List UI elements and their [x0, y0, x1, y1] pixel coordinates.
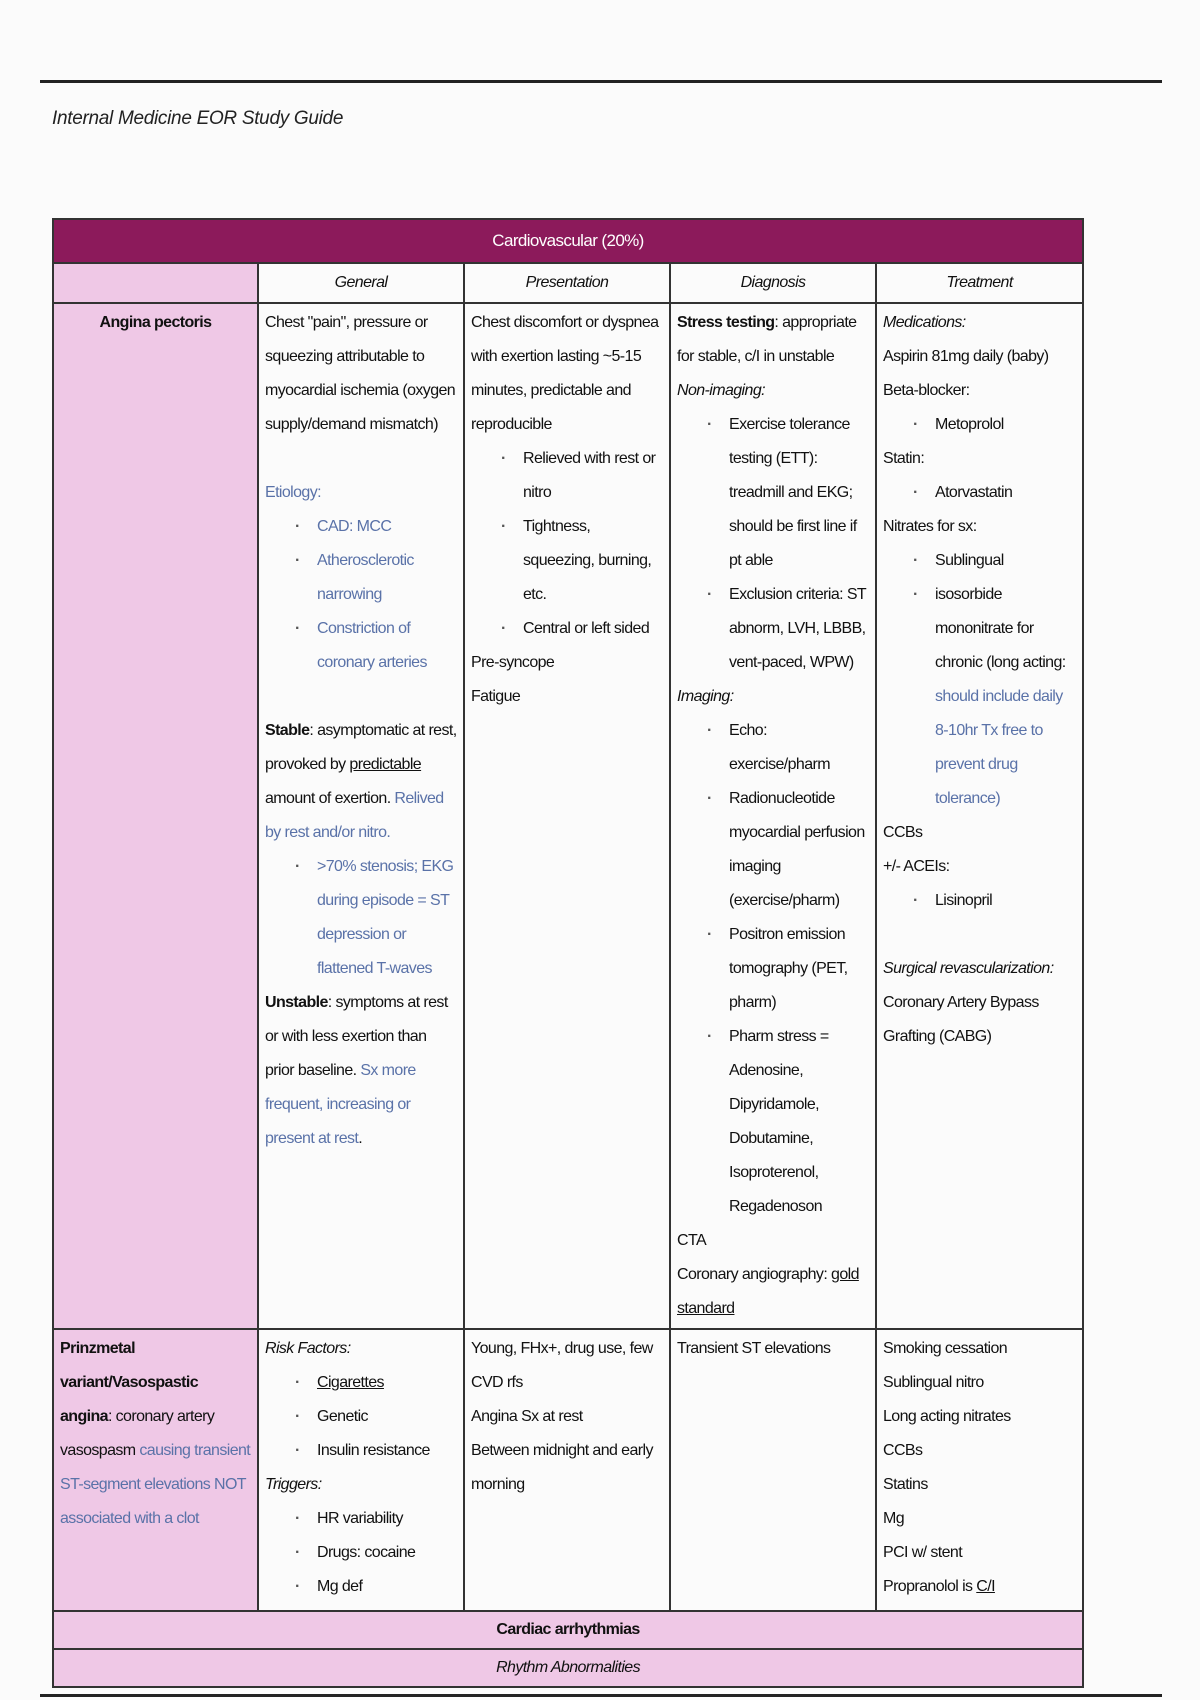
angina-general-cell	[258, 303, 464, 1329]
stable-text-2: amount of exertion.	[265, 790, 395, 807]
unstable-label: Unstable	[265, 994, 328, 1011]
section-title: Cardiovascular (20%)	[53, 219, 1083, 263]
treatment-line: Long acting nitrates	[883, 1408, 1011, 1425]
list-item: · Relieved with rest or nitro	[523, 442, 663, 510]
angina-general-intro: Chest "pain", pressure or squeezing attributable to myocardial ischemia (oxygen supply/demand mismatch)	[265, 314, 456, 433]
ccbs-line: CCBs	[883, 824, 923, 841]
beta-blocker-list	[883, 408, 1076, 442]
prinzmetal-note: causing transient ST-segment elevations NOT associated with a clot	[60, 1442, 251, 1527]
statin-list	[883, 476, 1076, 510]
risk-factors-list	[265, 1366, 457, 1468]
acei-list	[883, 884, 1076, 918]
prinzmetal-general-cell	[258, 1329, 464, 1611]
list-item: · >70% stenosis; EKG during episode = ST depression or flattened T-waves	[317, 850, 457, 986]
beta-blocker-label: Beta-blocker:	[883, 382, 970, 399]
statin-label: Statin:	[883, 450, 925, 467]
treatment-line: Smoking cessation	[883, 1340, 1008, 1357]
angina-treatment-cell	[876, 303, 1083, 1329]
angina-row	[53, 303, 1083, 1329]
list-item: · Genetic	[317, 1400, 457, 1434]
list-item: · Atherosclerotic narrowing	[317, 544, 457, 612]
nitrate-note: should include daily 8-10hr Tx free to prevent drug tolerance)	[935, 688, 1063, 807]
prinzmetal-row	[53, 1329, 1083, 1611]
stable-paragraph	[265, 714, 457, 850]
presentation-line: Fatigue	[471, 688, 521, 705]
triggers-label: Triggers:	[265, 1476, 322, 1493]
treatment-line: Mg	[883, 1510, 905, 1527]
list-item: · Tightness, squeezing, burning, etc.	[523, 510, 663, 612]
stress-testing	[677, 306, 869, 374]
stable-text: : asymptomatic at rest, provoked by	[265, 722, 457, 773]
risk-factors-label: Risk Factors:	[265, 1340, 351, 1357]
unstable-text: : symptoms at rest or with less exertion than prior baseline.	[265, 994, 448, 1079]
surgical-text: Coronary Artery Bypass Grafting (CABG)	[883, 994, 1039, 1045]
nitrates-label: Nitrates for sx:	[883, 518, 977, 535]
stable-relief: Relived by rest and/or nitro.	[265, 790, 444, 841]
treatment-line: PCI w/ stent	[883, 1544, 963, 1561]
column-header-row	[53, 263, 1083, 303]
subsubsection-title: Rhythm Abnormalities	[53, 1649, 1083, 1687]
triggers-list	[265, 1502, 457, 1604]
prinzmetal-text: : coronary artery vasospasm	[60, 1408, 215, 1459]
stress-label: Stress testing	[677, 314, 775, 331]
aspirin-line: Aspirin 81mg daily (baby)	[883, 348, 1049, 365]
list-item: · Drugs: cocaine	[317, 1536, 457, 1570]
surgical-label: Surgical revascularization:	[883, 960, 1054, 977]
angiography-text: Coronary angiography:	[677, 1266, 832, 1283]
prinzmetal-label	[53, 1329, 258, 1611]
column-header-general: General	[258, 263, 464, 303]
list-item: · Central or left sided	[523, 612, 663, 646]
treatment-line: Sublingual nitro	[883, 1374, 984, 1391]
subsection-row	[53, 1611, 1083, 1649]
unstable-end: .	[358, 1130, 363, 1147]
acei-label: +/- ACEIs:	[883, 858, 950, 875]
spacer	[265, 442, 457, 476]
presentation-intro: Chest discomfort or dyspnea with exertion lasting ~5-15 minutes, predictable and reproducible	[471, 314, 659, 433]
list-item: · CAD: MCC	[317, 510, 457, 544]
blank-header-cell	[53, 263, 258, 303]
gold-standard: gold standard	[677, 1266, 859, 1317]
list-item: · Echo: exercise/pharm	[729, 714, 869, 782]
list-item: · Cigarettes	[317, 1366, 457, 1400]
angina-diagnosis-cell	[670, 303, 876, 1329]
unstable-blue: Sx more frequent, increasing or present at rest	[265, 1062, 416, 1147]
prinzmetal-diagnosis-cell	[670, 1329, 876, 1611]
document-title: Internal Medicine EOR Study Guide	[52, 108, 344, 129]
list-item: · Insulin resistance	[317, 1434, 457, 1468]
nitrates-list	[883, 544, 1076, 816]
presentation-line: Pre-syncope	[471, 654, 555, 671]
etiology-list	[265, 510, 457, 680]
list-item: · Pharm stress = Adenosine, Dipyridamole, Dobutamine, Isoproterenol, Regadenoson	[729, 1020, 869, 1224]
column-header-presentation: Presentation	[464, 263, 670, 303]
list-item: · Exclusion criteria: ST abnorm, LVH, LBBB, vent-paced, WPW)	[729, 578, 869, 680]
column-header-diagnosis: Diagnosis	[670, 263, 876, 303]
prinzmetal-presentation-cell	[464, 1329, 670, 1611]
subsection-title: Cardiac arrhythmias	[53, 1611, 1083, 1649]
presentation-line: Angina Sx at rest	[471, 1408, 583, 1425]
list-item: · Metoprolol	[935, 408, 1076, 442]
stable-predictable: predictable	[349, 756, 422, 773]
imaging-list	[677, 714, 869, 1224]
nonimaging-list	[677, 408, 869, 680]
prinzmetal-treatment-cell	[876, 1329, 1083, 1611]
presentation-line: Young, FHx+, drug use, few CVD rfs	[471, 1340, 653, 1391]
list-item: · Lisinopril	[935, 884, 1076, 918]
subsubsection-row	[53, 1649, 1083, 1687]
presentation-line: Between midnight and early morning	[471, 1442, 653, 1493]
study-guide-table	[52, 218, 1084, 1688]
etiology-label: Etiology:	[265, 484, 321, 501]
column-header-treatment: Treatment	[876, 263, 1083, 303]
angina-presentation-cell	[464, 303, 670, 1329]
medications-label: Medications:	[883, 314, 966, 331]
imaging-label: Imaging:	[677, 688, 734, 705]
stress-text: : appropriate for stable, c/I in unstable	[677, 314, 857, 365]
unstable-paragraph	[265, 986, 457, 1156]
diagnosis-line: Transient ST elevations	[677, 1340, 831, 1357]
cta-line: CTA	[677, 1232, 707, 1249]
angina-label: Angina pectoris	[53, 303, 258, 1329]
spacer	[883, 918, 1076, 952]
propranolol-ci: C/I	[976, 1578, 995, 1595]
stable-list	[265, 850, 457, 986]
spacer	[265, 680, 457, 714]
nonimaging-label: Non-imaging:	[677, 382, 765, 399]
treatment-line: Statins	[883, 1476, 928, 1493]
stable-label: Stable	[265, 722, 310, 739]
list-item: · Sublingual	[935, 544, 1076, 578]
angiography-line	[677, 1258, 869, 1326]
section-header-row	[53, 219, 1083, 263]
presentation-list	[471, 442, 663, 646]
list-item: · Exercise tolerance testing (ETT): treadmill and EKG; should be first line if pt able	[729, 408, 869, 578]
list-item: · Mg def	[317, 1570, 457, 1604]
list-item: · Positron emission tomography (PET, pharm)	[729, 918, 869, 1020]
propranolol-text: Propranolol is	[883, 1578, 977, 1595]
nitrate-text: isosorbide mononitrate for chronic (long acting:	[935, 586, 1066, 671]
list-item: · Radionucleotide myocardial perfusion imaging (exercise/pharm)	[729, 782, 869, 918]
list-item: · HR variability	[317, 1502, 457, 1536]
list-item: · Constriction of coronary arteries	[317, 612, 457, 680]
footer-rule	[40, 1694, 1162, 1697]
list-item: · Atorvastatin	[935, 476, 1076, 510]
header-rule	[40, 80, 1162, 83]
list-item	[935, 578, 1076, 816]
propranolol-line	[883, 1570, 1076, 1604]
prinzmetal-title: Prinzmetal variant/Vasospastic angina	[60, 1340, 199, 1425]
treatment-line: CCBs	[883, 1442, 923, 1459]
